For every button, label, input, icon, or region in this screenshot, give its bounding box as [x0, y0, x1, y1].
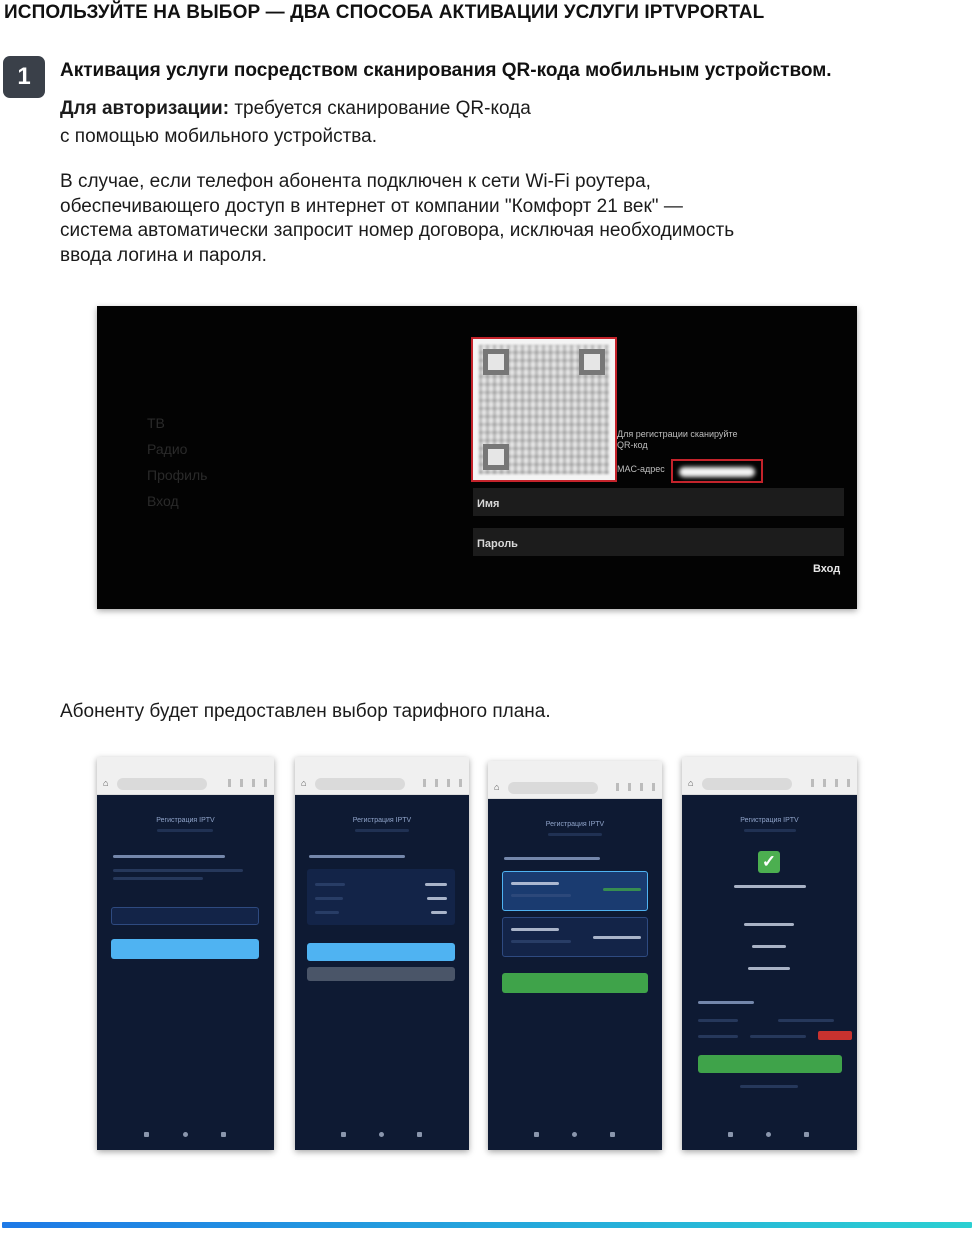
qr-hint-line-1: Для регистрации сканируйте [617, 429, 738, 439]
tv-login-button[interactable]: Вход [813, 563, 841, 575]
tariff-basic-card[interactable] [502, 871, 648, 911]
phone-nav-bar [682, 1124, 857, 1150]
auth-label: Для авторизации: [60, 98, 230, 119]
bottom-gradient-rule [2, 1222, 972, 1228]
tariff-premium-price [593, 936, 641, 939]
phone-nav-bar [488, 1124, 662, 1150]
tv-menu-item-login[interactable]: Вход [147, 493, 179, 509]
detail-value [431, 911, 447, 914]
contract-details-card [307, 869, 455, 925]
phone-status-bar [97, 757, 274, 773]
mac-address-label: MAC-адрес [617, 464, 665, 474]
contract-heading [113, 855, 225, 858]
contract-found-heading [309, 855, 405, 858]
tariff-heading [504, 857, 600, 860]
home-icon: ⌂ [103, 778, 109, 788]
url-field [315, 778, 405, 790]
home-icon: ⌂ [494, 782, 500, 792]
wifi-text-line-3: система автоматически запросит номер договора, исключая необходимость [60, 220, 735, 241]
phone-subtitle [157, 829, 213, 832]
home-icon: ⌂ [688, 778, 694, 788]
tv-name-input[interactable]: Имя [473, 488, 844, 516]
nav-square-icon[interactable] [144, 1132, 149, 1137]
auth-paragraph [60, 96, 531, 121]
step-number-badge: 1 [3, 56, 45, 98]
tariff-premium-name [511, 928, 559, 931]
mac-address-highlight [671, 459, 763, 483]
nav-back-icon[interactable] [417, 1132, 422, 1137]
auth-text-line-2: с помощью мобильного устройства. [60, 126, 378, 147]
browser-actions [423, 779, 463, 787]
qr-finder-bottom-left [483, 444, 509, 470]
url-field [702, 778, 792, 790]
nav-circle-icon[interactable] [572, 1132, 577, 1137]
phone-status-bar [682, 757, 857, 773]
check-icon: ✓ [758, 851, 780, 873]
detail-value [425, 883, 447, 886]
browser-actions [616, 783, 656, 791]
tv-menu-item-radio[interactable]: Радио [147, 441, 188, 457]
phone-url-bar [97, 773, 274, 795]
phone-status-bar [295, 757, 469, 773]
contract-hint-1 [113, 869, 243, 872]
qr-finder-top-right [579, 349, 605, 375]
phone-nav-bar [97, 1124, 274, 1150]
tariff-basic-name [511, 882, 559, 885]
phone-title: Регистрация IPTV [545, 821, 605, 828]
detail-value [427, 897, 447, 900]
tv-side-menu [147, 410, 207, 514]
tariff-basic-free [603, 888, 641, 891]
phone-url-bar [295, 773, 469, 795]
nav-square-icon[interactable] [341, 1132, 346, 1137]
go-to-tv-button[interactable] [698, 1055, 842, 1073]
auth-text-line-1: требуется сканирование QR-кода [234, 98, 531, 119]
mac-address-value-blurred [679, 467, 755, 477]
tariff-premium-desc [511, 940, 571, 943]
nav-circle-icon[interactable] [766, 1132, 771, 1137]
phone-subtitle [548, 833, 602, 836]
phone-screenshot-tariff [488, 761, 662, 1150]
home-icon: ⌂ [301, 778, 307, 788]
nav-circle-icon[interactable] [379, 1132, 384, 1137]
device-row-value [750, 1035, 806, 1038]
nav-square-icon[interactable] [534, 1132, 539, 1137]
detail-label [315, 911, 339, 914]
qr-finder-top-left [483, 349, 509, 375]
phone-screenshot-contract [97, 757, 274, 1150]
phone-url-bar [488, 777, 662, 799]
phone-subtitle [744, 829, 796, 832]
phone-status-bar [488, 761, 662, 777]
continue-button[interactable] [307, 943, 455, 961]
tariff-basic-desc [511, 894, 571, 897]
connect-tariff-button[interactable] [502, 973, 648, 993]
password-value [748, 967, 790, 970]
browser-actions [228, 779, 268, 787]
nav-square-icon[interactable] [728, 1132, 733, 1137]
devices-heading [698, 1001, 754, 1004]
url-field [508, 782, 598, 794]
phone-subtitle [355, 829, 409, 832]
nav-back-icon[interactable] [804, 1132, 809, 1137]
step-title: Активация услуги посредством сканирования QR-кода мобильным устройством. [60, 60, 832, 81]
tariff-name [744, 923, 794, 926]
login-value [752, 945, 786, 948]
device-row-label [698, 1019, 738, 1022]
success-message [734, 885, 806, 888]
not-my-contract-button[interactable] [307, 967, 455, 981]
detail-label [315, 897, 343, 900]
phone-nav-bar [295, 1124, 469, 1150]
tv-login-screenshot [97, 306, 857, 609]
detail-label [315, 883, 345, 886]
contract-input[interactable] [111, 907, 259, 925]
nav-back-icon[interactable] [610, 1132, 615, 1137]
browser-actions [811, 779, 851, 787]
phone-title: Регистрация IPTV [156, 817, 215, 824]
phone-screenshot-confirm [295, 757, 469, 1150]
qr-hint-text [617, 429, 737, 451]
logout-link[interactable] [740, 1085, 798, 1088]
tv-menu-item-profile[interactable]: Профиль [147, 467, 208, 483]
qr-hint-line-2: QR-код [617, 440, 648, 450]
wifi-text-line-4: ввода логина и пароля. [60, 245, 267, 266]
qr-code-highlight [471, 337, 617, 482]
device-row-value [778, 1019, 834, 1022]
contract-hint-2 [113, 877, 203, 880]
nav-back-icon[interactable] [221, 1132, 226, 1137]
phone-url-bar [682, 773, 857, 795]
tariff-paragraph: Абоненту будет предоставлен выбор тарифного плана. [60, 701, 551, 722]
wifi-text-line-2: обеспечивающего доступ в интернет от компании "Комфорт 21 век" — [60, 196, 683, 217]
delete-device-button[interactable] [818, 1031, 852, 1040]
url-field [117, 778, 207, 790]
device-row-label [698, 1035, 738, 1038]
find-button[interactable] [111, 939, 259, 959]
phone-title: Регистрация IPTV [740, 817, 799, 824]
nav-circle-icon[interactable] [183, 1132, 188, 1137]
phone-title: Регистрация IPTV [352, 817, 412, 824]
wifi-text-line-1: В случае, если телефон абонента подключен к сети Wi-Fi роутера, [60, 171, 651, 192]
tv-menu-item-tv[interactable]: ТВ [147, 415, 165, 431]
tariff-premium-card[interactable] [502, 917, 648, 957]
page-heading: ИСПОЛЬЗУЙТЕ НА ВЫБОР — ДВА СПОСОБА АКТИВАЦИИ УСЛУГИ IPTVPORTAL [4, 2, 765, 23]
phone-screenshot-success [682, 757, 857, 1150]
tv-password-input[interactable]: Пароль [473, 528, 844, 556]
